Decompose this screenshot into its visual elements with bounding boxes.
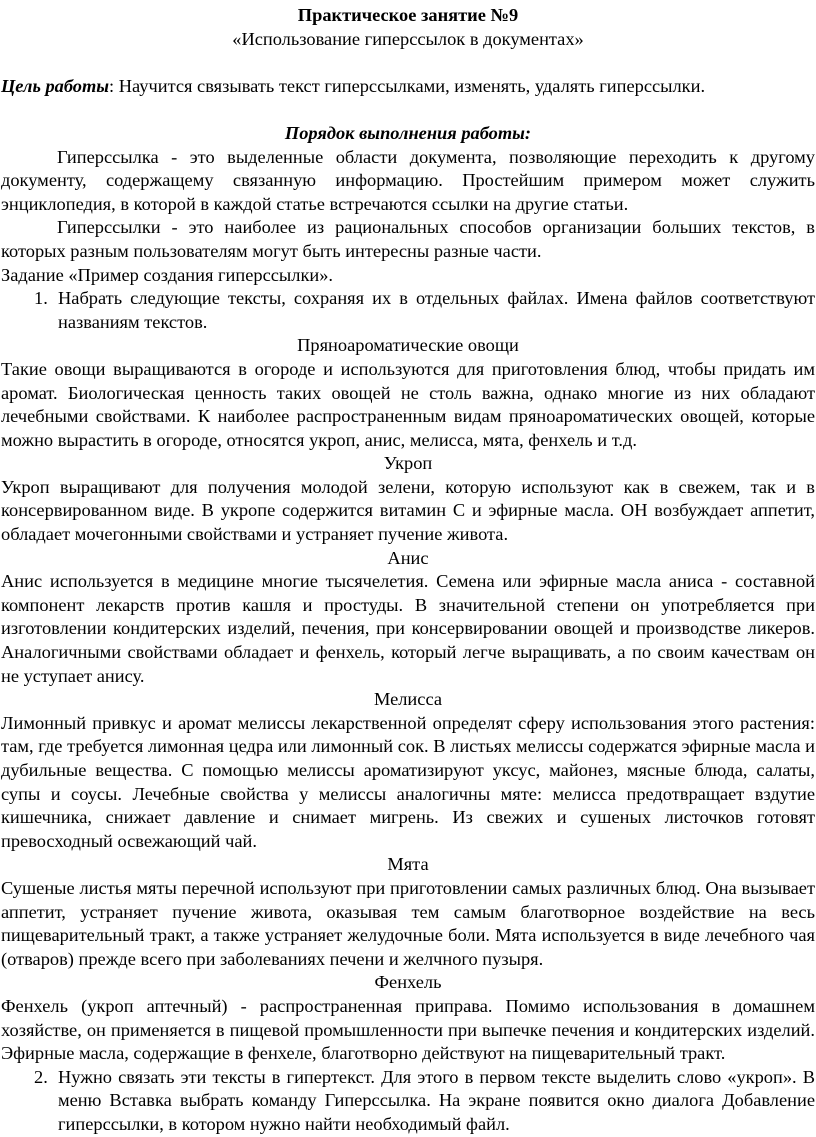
blank-line: [1, 98, 815, 122]
hyperlink-definition-paragraph: Гиперссылка - это выделенные области документа, позволяющие переходить к другому документу, содержащему связанную информацию. Простейшим примером может служить энциклопедия, в которой в каждой статье встречаются ссылки на другие статьи.: [1, 146, 815, 214]
hyperlink-usage-paragraph: Гиперссылки - это наиболее из рациональных способов организации больших текстов, в которых разным пользователям могут быть интересны разные части.: [1, 217, 815, 261]
procedure-heading: Порядок выполнения работы:: [284, 122, 532, 143]
section-text-melissa: Лимонный привкус и аромат мелиссы лекарственной определят сферу использования этого растения: там, где требуется лимонная цедра или лимонный сок. В листьях мелиссы содержатся эфирные масла и дубильные вещества. С помощью мелиссы ароматизируют уксус, майонез, мясные блюда, салаты, супы и соусы. Лечебные свойства у мелиссы аналогичны мяте: мелисса предотвращает вздутие кишечника, снижает давление и снимает мигрень. Из свежих и сушеных листочков готовят превосходный освежающий чай.: [1, 712, 815, 851]
section-title-mint: Мята: [387, 854, 429, 875]
step-item-1: [1, 287, 815, 334]
step-item-2: [1, 1066, 815, 1137]
page-title: Практическое занятие №9: [297, 5, 519, 25]
section-title-anise: Анис: [387, 547, 429, 568]
task-title: Задание «Пример создания гиперссылки».: [1, 264, 334, 285]
goal-separator: :: [109, 75, 115, 96]
step-number: 2.: [34, 1066, 48, 1087]
section-text-anise: Анис используется в медицине многие тысячелетия. Семена или эфирные масла аниса - составной компонент лекарств против кашля и простуды. В значительной степени он употребляется при изготовлении кондитерских изделий, печения, при консервировании овощей и производстве ликеров. Аналогичными свойствами обладает и фенхель, который легче выращивать, а по своим качествам он не уступает анису.: [1, 571, 815, 686]
step-number: 1.: [34, 288, 48, 309]
section-text-dill: Укроп выращивают для получения молодой зелени, которую используют как в свежем, так и в консервированном виде. В укропе содержится витамин С и эфирные масла. ОН возбуждает аппетит, обладает мочегонными свойствами и устраняет пучение живота.: [1, 476, 815, 545]
blank-line: [1, 51, 815, 75]
section-text-fennel: Фенхель (укроп аптечный) - распространенная приправа. Помимо использования в домашнем хозяйстве, он применяется в пищевой промышленности при выпечке печения и кондитерских изделий. Эфирные масла, содержащие в фенхеле, благотворно действуют на пищеварительный тракт.: [1, 995, 815, 1064]
goal-paragraph: [1, 75, 815, 99]
section-text-mint: Сушеные листья мяты перечной используют при приготовлении самых различных блюд. Она вызывает аппетит, устраняет пучение живота, оказывая тем самым благотворное воздействие на весь пищеварительный тракт, а также устраняет желудочные боли. Мята используется в виде лечебного чая (отваров) прежде всего при заболеваниях печени и желчного пузыря.: [1, 877, 815, 969]
step-text: Набрать следующие тексты, сохраняя их в отдельных файлах. Имена файлов соответствуют названиям текстов.: [58, 288, 815, 332]
page-subtitle: «Использование гиперссылок в документах»: [232, 28, 584, 49]
step-text: Нужно связать эти тексты в гипертекст. Для этого в первом тексте выделить слово «укроп». В меню Вставка выбрать команду Гиперссылка. На экране появится окно диалога Добавление гиперссылки, в котором нужно найти необходимый файл.: [58, 1066, 815, 1134]
document-page: [1, 0, 815, 1137]
section-title-melissa: Мелисса: [373, 689, 442, 710]
goal-label: Цель работы: [1, 75, 110, 96]
goal-text: Научится связывать текст гиперссылками, изменять, удалять гиперссылки.: [114, 75, 706, 96]
section-text-spicy-vegetables: Такие овощи выращиваются в огороде и используются для приготовления блюд, чтобы придать им аромат. Биологическая ценность таких овощей не столь важна, однако многие из них обладают лечебными свойствами. К наиболее распространенным видам пряноароматических овощей, которые можно вырастить в огороде, относятся укроп, анис, мелисса, мята, фенхель и т.д.: [1, 358, 815, 450]
section-title-dill: Укроп: [383, 453, 433, 474]
section-title-spicy-vegetables: Пряноароматические овощи: [297, 335, 519, 356]
section-title-fennel: Фенхель: [374, 972, 442, 993]
